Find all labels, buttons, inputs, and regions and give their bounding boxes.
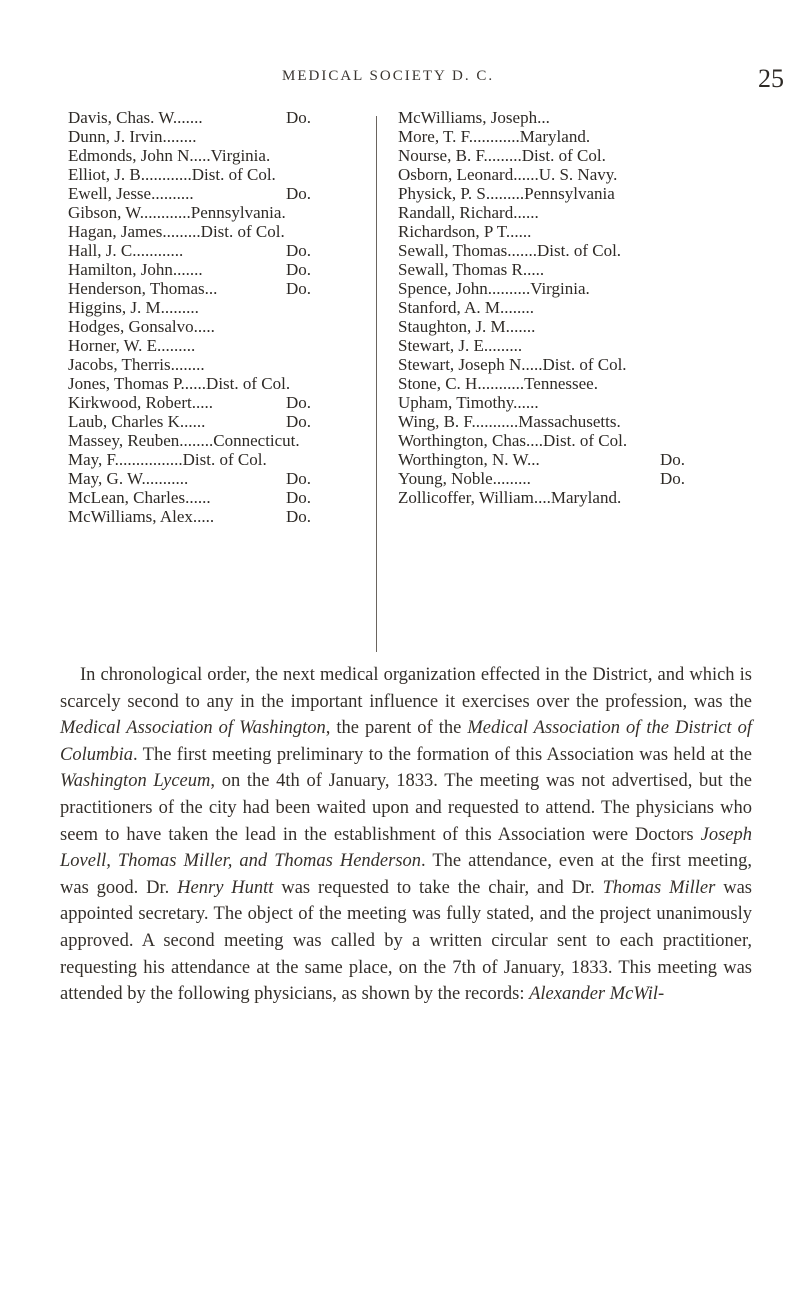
prose-text: was appointed secretary. The object of the meeting was fully stated, and the project unanimously approved. A second meeting was called by a written circular sent to each practitioner, requesting his attendance at the same place, on the 7th of January, 1833. This meeting was attended by the following physicians, as shown by the records: <box>60 877 752 1005</box>
list-item <box>68 127 354 146</box>
prose-text: In chronological order, the next medical organization effected in the District, and which is scarcely second to any in the important influence it exercises over the profession, was the <box>60 665 752 712</box>
prose-text: . The attendance, even at the first meeting, was good. Dr. <box>60 851 752 898</box>
list-item <box>398 165 720 184</box>
list-item <box>398 336 720 355</box>
member-name: Wing, B. F...........Massachusetts. <box>398 412 621 431</box>
member-place: Do. <box>286 279 312 298</box>
list-item <box>68 146 354 165</box>
list-item <box>398 469 720 488</box>
page-number: 25 <box>758 64 784 93</box>
list-item <box>398 355 720 374</box>
column-divider <box>376 116 377 652</box>
member-name: Spence, John..........Virginia. <box>398 279 590 298</box>
list-item <box>68 222 354 241</box>
member-name: Horner, W. E......... <box>68 336 196 355</box>
member-name: Osborn, Leonard......U. S. Navy. <box>398 165 618 184</box>
member-name: Hagan, James.........Dist. of Col. <box>68 222 285 241</box>
member-name: McWilliams, Joseph... <box>398 108 550 127</box>
list-item <box>68 279 354 298</box>
member-name: Massey, Reuben........Connecticut. <box>68 431 300 450</box>
list-item <box>68 184 354 203</box>
member-name: Higgins, J. M......... <box>68 298 199 317</box>
member-name: McWilliams, Alex..... <box>68 507 215 526</box>
member-name: Staughton, J. M....... <box>398 317 536 336</box>
member-place: Do. <box>286 184 312 203</box>
member-name: Edmonds, John N.....Virginia. <box>68 146 271 165</box>
member-name: Henderson, Thomas... <box>68 279 218 298</box>
list-item <box>68 336 354 355</box>
member-place: Do. <box>286 393 312 412</box>
list-item <box>398 260 720 279</box>
member-name: McLean, Charles...... <box>68 488 211 507</box>
page-header <box>0 64 800 104</box>
list-item <box>68 507 354 526</box>
member-name: Stone, C. H...........Tennessee. <box>398 374 598 393</box>
prose-italic: Medical Association of Washington <box>60 718 326 739</box>
prose-text: was requested to take the chair, and Dr. <box>273 877 603 898</box>
list-item <box>68 374 354 393</box>
list-item <box>398 146 720 165</box>
member-name: Physick, P. S.........Pennsylvania <box>398 184 615 203</box>
member-name: Dunn, J. Irvin........ <box>68 127 197 146</box>
list-item <box>68 450 354 469</box>
list-item <box>68 203 354 222</box>
list-item <box>398 279 720 298</box>
member-place: Do. <box>286 412 312 431</box>
list-item <box>398 298 720 317</box>
member-name: May, F................Dist. of Col. <box>68 450 267 469</box>
member-name: Stewart, J. E......... <box>398 336 523 355</box>
prose-italic: Medical Association of the District of Columbia <box>60 718 752 765</box>
list-item <box>68 108 354 127</box>
member-name: Worthington, Chas....Dist. of Col. <box>398 431 628 450</box>
list-item <box>398 450 720 469</box>
prose-italic: Alexander McWil- <box>529 984 665 1005</box>
list-item <box>398 412 720 431</box>
member-name: Davis, Chas. W....... <box>68 108 203 127</box>
list-item <box>68 469 354 488</box>
list-item <box>68 412 354 431</box>
list-item <box>398 108 720 127</box>
member-place: Do. <box>286 488 312 507</box>
member-name: Hamilton, John....... <box>68 260 203 279</box>
paragraph <box>60 662 752 1008</box>
member-name: Hall, J. C............ <box>68 241 184 260</box>
member-place: Do. <box>286 260 312 279</box>
member-name: Hodges, Gonsalvo..... <box>68 317 215 336</box>
list-item <box>68 355 354 374</box>
member-name: Richardson, P T...... <box>398 222 532 241</box>
member-place: Do. <box>660 469 686 488</box>
member-name: Sewall, Thomas R..... <box>398 260 545 279</box>
member-place: Do. <box>286 108 312 127</box>
prose-italic: Joseph Lovell, Thomas Miller, and Thomas Henderson <box>60 824 752 872</box>
member-name: Zollicoffer, William....Maryland. <box>398 488 622 507</box>
member-name: Worthington, N. W... <box>398 450 540 469</box>
list-item <box>68 260 354 279</box>
list-item <box>68 488 354 507</box>
member-name: May, G. W........... <box>68 469 189 488</box>
prose-italic: Thomas Miller <box>602 877 716 898</box>
member-name: Stewart, Joseph N.....Dist. of Col. <box>398 355 627 374</box>
list-item <box>68 317 354 336</box>
member-place: Do. <box>286 469 312 488</box>
member-place: Do. <box>286 507 312 526</box>
member-name: Ewell, Jesse.......... <box>68 184 194 203</box>
member-name: Jones, Thomas P......Dist. of Col. <box>68 374 291 393</box>
running-head: MEDICAL SOCIETY D. C. <box>282 68 495 84</box>
prose-text: , the parent of the <box>325 718 468 739</box>
member-name: Laub, Charles K...... <box>68 412 206 431</box>
list-item <box>398 241 720 260</box>
member-list-right <box>398 108 720 507</box>
list-item <box>68 393 354 412</box>
list-item <box>398 488 720 507</box>
prose-text: . The first meeting preliminary to the formation of this Association was held at the <box>132 744 752 765</box>
member-name: Gibson, W............Pennsylvania. <box>68 203 286 222</box>
member-name: Upham, Timothy...... <box>398 393 539 412</box>
list-item <box>68 431 354 450</box>
list-item <box>68 241 354 260</box>
member-place: Do. <box>660 450 686 469</box>
member-name: Elliot, J. B............Dist. of Col. <box>68 165 276 184</box>
list-item <box>68 165 354 184</box>
member-name: Randall, Richard...... <box>398 203 539 222</box>
prose-italic: Henry Huntt <box>177 877 274 898</box>
member-place: Do. <box>286 241 312 260</box>
list-item <box>398 127 720 146</box>
list-item <box>398 184 720 203</box>
body-paragraph <box>60 662 752 1008</box>
list-item <box>398 222 720 241</box>
prose-italic: Washington Lyceum <box>60 771 211 792</box>
prose-text: , on the 4th of January, 1833. The meeting was not advertised, but the practitioners of the city had been waited upon and requested to attend. The physicians who seem to have taken the lead in the establishment of this Association were Doctors <box>60 771 752 845</box>
list-item <box>398 393 720 412</box>
member-name: Kirkwood, Robert..... <box>68 393 213 412</box>
member-name: Jacobs, Therris........ <box>68 355 205 374</box>
list-item <box>398 431 720 450</box>
member-name: More, T. F............Maryland. <box>398 127 591 146</box>
member-name: Stanford, A. M........ <box>398 298 534 317</box>
list-item <box>68 298 354 317</box>
member-list-left <box>68 108 354 526</box>
member-name: Sewall, Thomas.......Dist. of Col. <box>398 241 622 260</box>
member-name: Nourse, B. F.........Dist. of Col. <box>398 146 606 165</box>
list-item <box>398 374 720 393</box>
list-item <box>398 317 720 336</box>
member-name: Young, Noble......... <box>398 469 531 488</box>
list-item <box>398 203 720 222</box>
